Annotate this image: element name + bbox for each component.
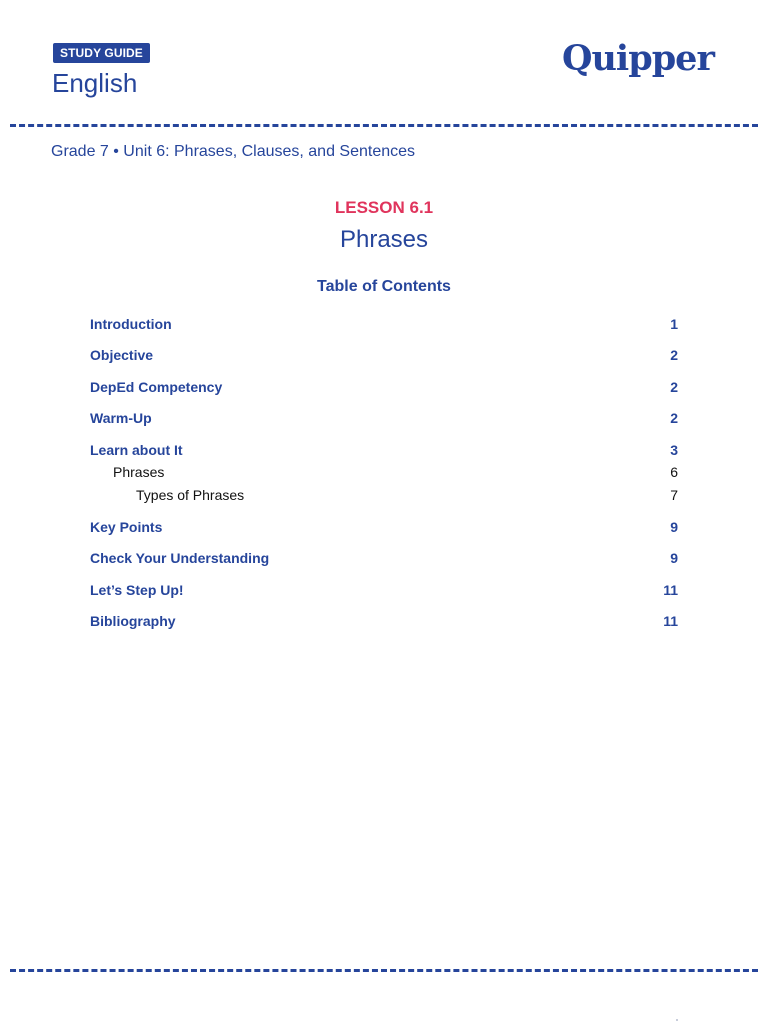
toc-item-key-points[interactable]	[90, 519, 678, 535]
toc-item-lets-step-up[interactable]	[90, 582, 678, 598]
toc-item-bibliography[interactable]	[90, 613, 678, 629]
lesson-title: Phrases	[339, 226, 429, 253]
toc-item-label: Warm-Up	[90, 410, 152, 426]
toc-item-introduction[interactable]	[90, 316, 678, 332]
header-divider	[10, 124, 758, 127]
toc-item-page: 9	[670, 519, 678, 535]
toc-item-label: Let’s Step Up!	[90, 582, 184, 598]
toc-item-check-your-understanding[interactable]	[90, 550, 678, 566]
toc-item-label: Objective	[90, 347, 154, 363]
toc-item-deped-competency[interactable]	[90, 379, 678, 395]
toc-item-page: 2	[670, 347, 678, 363]
toc-item-label: Key Points	[90, 519, 163, 535]
toc-item-warm-up[interactable]	[90, 410, 678, 426]
breadcrumb: Grade 7 • Unit 6: Phrases, Clauses, and Sentences	[51, 143, 416, 160]
toc-item-page: 9	[670, 550, 678, 566]
toc-item-page: 3	[670, 442, 678, 458]
toc-item-label: Types of Phrases	[136, 487, 245, 503]
toc-item-page: 11	[663, 613, 678, 629]
toc-item-label: DepEd Competency	[90, 379, 223, 395]
toc-item-page: 2	[670, 410, 678, 426]
toc-item-label: Introduction	[90, 316, 172, 332]
study-guide-badge: STUDY GUIDE	[53, 43, 150, 63]
toc-item-label: Check Your Understanding	[90, 550, 270, 566]
toc-item-learn-about-it[interactable]	[90, 442, 678, 458]
toc-item-types-of-phrases[interactable]	[136, 487, 678, 503]
toc-item-label: Bibliography	[90, 613, 176, 629]
toc-heading: Table of Contents	[317, 278, 451, 295]
quipper-logo: Quipper	[562, 38, 714, 79]
toc-item-page: 7	[670, 487, 678, 503]
footer-divider	[10, 969, 758, 972]
toc-item-page: 1	[670, 316, 678, 332]
subject-title: English	[52, 68, 138, 98]
toc-item-page: 6	[670, 464, 678, 480]
toc-item-label: Phrases	[113, 464, 165, 480]
toc-item-page: 11	[663, 582, 678, 598]
toc-item-objective[interactable]	[90, 347, 678, 363]
toc-item-label: Learn about It	[90, 442, 183, 458]
toc-item-phrases[interactable]	[113, 464, 678, 480]
page-dot	[676, 1019, 678, 1021]
toc-item-page: 2	[670, 379, 678, 395]
lesson-number: LESSON 6.1	[334, 198, 434, 217]
